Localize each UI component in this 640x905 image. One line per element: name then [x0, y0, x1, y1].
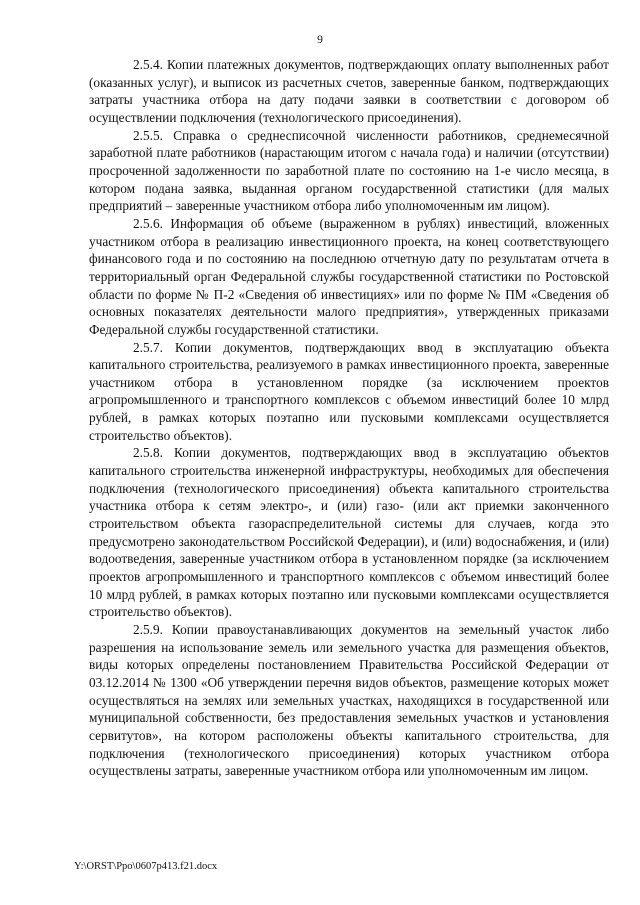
paragraph-2-5-9: 2.5.9. Копии правоустанавливающих документов на земельный участок либо разрешения на использование земель или земельного участка для размещения объектов, виды которых определены постановлением Правительства Российской Федерации от 03.12.2014 № 1300 «Об утверждении перечня видов объектов, размещение которых может осуществляться на землях или земельных участках, находящихся в государственной или муниципальной собственности, без предоставления земельных участков и установления сервитутов», на котором расположены объекты капитального строительства, для подключения (технологического присоединения) которых участником отбора осуществлены затраты, заверенные участником отбора или уполномоченным им лицом. — [89, 622, 609, 779]
paragraph-2-5-7: 2.5.7. Копии документов, подтверждающих ввод в эксплуатацию объекта капитального строительства, реализуемого в рамках инвестиционного проекта, заверенные участником отбора в установленном порядке (за исключением проектов агропромышленного и транспортного комплексов с объемом инвестиций более 10 млрд рублей, в рамках которых поэтапно или пусковыми комплексами осуществляется строительство объектов). — [89, 339, 609, 443]
paragraph-2-5-8: 2.5.8. Копии документов, подтверждающих ввод в эксплуатацию объектов капитального строительства инженерной инфраструктуры, необходимых для обеспечения подключения (технологического присоединения) объекта капитального строительства участника отбора к сетям электро-, и (или) газо- (или акт приемки законченного строительством объекта газораспределительной системы для случаев, когда это предусмотрено законодательством Российской Федерации), и (или) водоснабжения, и (или) водоотведения, заверенные участником отбора в установленном порядке (за исключением проектов агропромышленного и транспортного комплексов с объемом инвестиций более 10 млрд рублей, в рамках которых поэтапно или пусковыми комплексами осуществляется строительство объектов). — [89, 445, 609, 620]
paragraph-2-5-4: 2.5.4. Копии платежных документов, подтверждающих оплату выполненных работ (оказанных услуг), и выписок из расчетных счетов, заверенные банком, подтверждающих затраты участника отбора на дату подачи заявки в соответствии с договором об осуществлении подключения (технологического присоединения). — [89, 57, 609, 125]
footer-file-path: Y:\ORST\Ppo\0607p413.f21.docx — [74, 861, 218, 872]
paragraph-2-5-6: 2.5.6. Информация об объеме (выраженном в рублях) инвестиций, вложенных участником отбора в реализацию инвестиционного проекта, на конец соответствующего финансового года и по состоянию на последнюю отчетную дату по результатам отчета в территориальный орган Федеральной службы государственной статистики по Ростовской области по форме № П-2 «Сведения об инвестициях» или по форме № ПМ «Сведения об основных показателях деятельности малого предприятия», утвержденных приказами Федеральной службы государственной статистики. — [89, 215, 609, 337]
document-body — [89, 56, 609, 780]
paragraph-2-5-5: 2.5.5. Справка о среднесписочной численности работников, среднемесячной заработной плате работников (нарастающим итогом с начала года) и наличии (отсутствии) просроченной задолженности по заработной плате по состоянию на 1-е число месяца, в котором подана заявка, выданная органом государственной статистики (для малых предприятий – заверенные участником отбора либо уполномоченным им лицом). — [89, 127, 609, 214]
page-number: 9 — [317, 34, 323, 46]
